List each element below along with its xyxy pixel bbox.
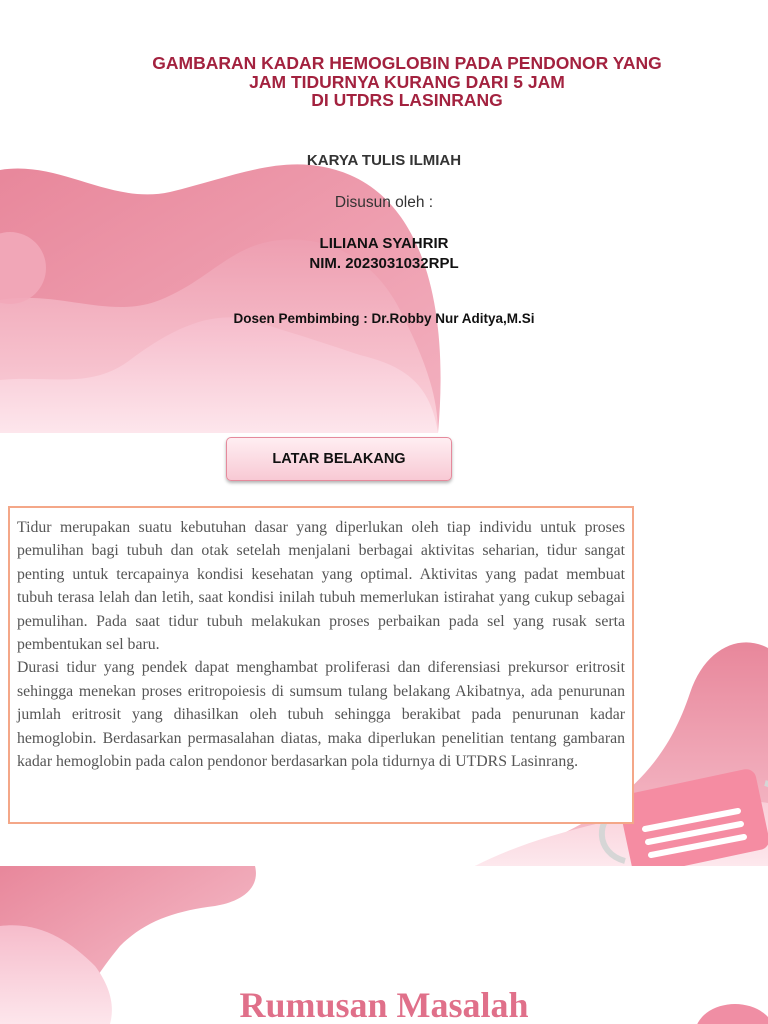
section-heading-rumusan-masalah: Rumusan Masalah [239, 985, 529, 1024]
section-label-latar-belakang: LATAR BELAKANG [226, 437, 452, 481]
author-nim: NIM. 2023031032RPL [309, 255, 459, 272]
title-line-2: JAM TIDURNYA KURANG DARI 5 JAM [249, 71, 565, 92]
author-name: LILIANA SYAHRIR [319, 235, 449, 252]
supervisor-line: Dosen Pembimbing : Dr.Robby Nur Aditya,M.Si [233, 311, 535, 326]
prepared-by-label: Disusun oleh : [334, 194, 434, 211]
background-paragraph-2: Durasi tidur yang pendek dapat menghambat proliferasi dan diferensiasi prekursor eritrosit sehingga menekan proses eritropoiesis di sumsum tulang belakang Akibatnya, ada penurunan jumlah eritrosit yang dihasilkan oleh tubuh sehingga berakibat pada penurunan kadar hemoglobin. Berdasarkan permasalahan diatas, maka diperlukan penelitian tentang gambaran kadar hemoglobin pada calon pendonor berdasarkan pola tidurnya di UTDRS Lasinrang. [17, 659, 625, 771]
author-block [0, 234, 768, 274]
document-type: KARYA TULIS ILMIAH [306, 152, 462, 169]
title-line-1: GAMBARAN KADAR HEMOGLOBIN PADA PENDONOR YANG [152, 53, 662, 73]
presentation-title [60, 54, 754, 110]
problem-statement-slide [0, 866, 768, 1024]
title-line-3: DI UTDRS LASINRANG [311, 90, 503, 110]
background-paragraph-1: Tidur merupakan suatu kebutuhan dasar yang diperlukan oleh tiap individu untuk proses pemulihan bagi tubuh dan otak setelah menjalani berbagai aktivitas seharian, tidur sangat penting untuk tercapainya kondisi kesehatan yang optimal. Aktivitas yang padat membuat tubuh terasa lelah dan letih, saat kondisi inilah tubuh memerlukan istirahat yang cukup sebagai pemulihan. Pada saat tidur tubuh melakukan proses perbaikan pada sel yang rusak serta pembentukan sel baru. [17, 519, 625, 654]
title-slide [0, 0, 768, 433]
background-text-box [8, 506, 634, 824]
background-slide [0, 433, 768, 866]
